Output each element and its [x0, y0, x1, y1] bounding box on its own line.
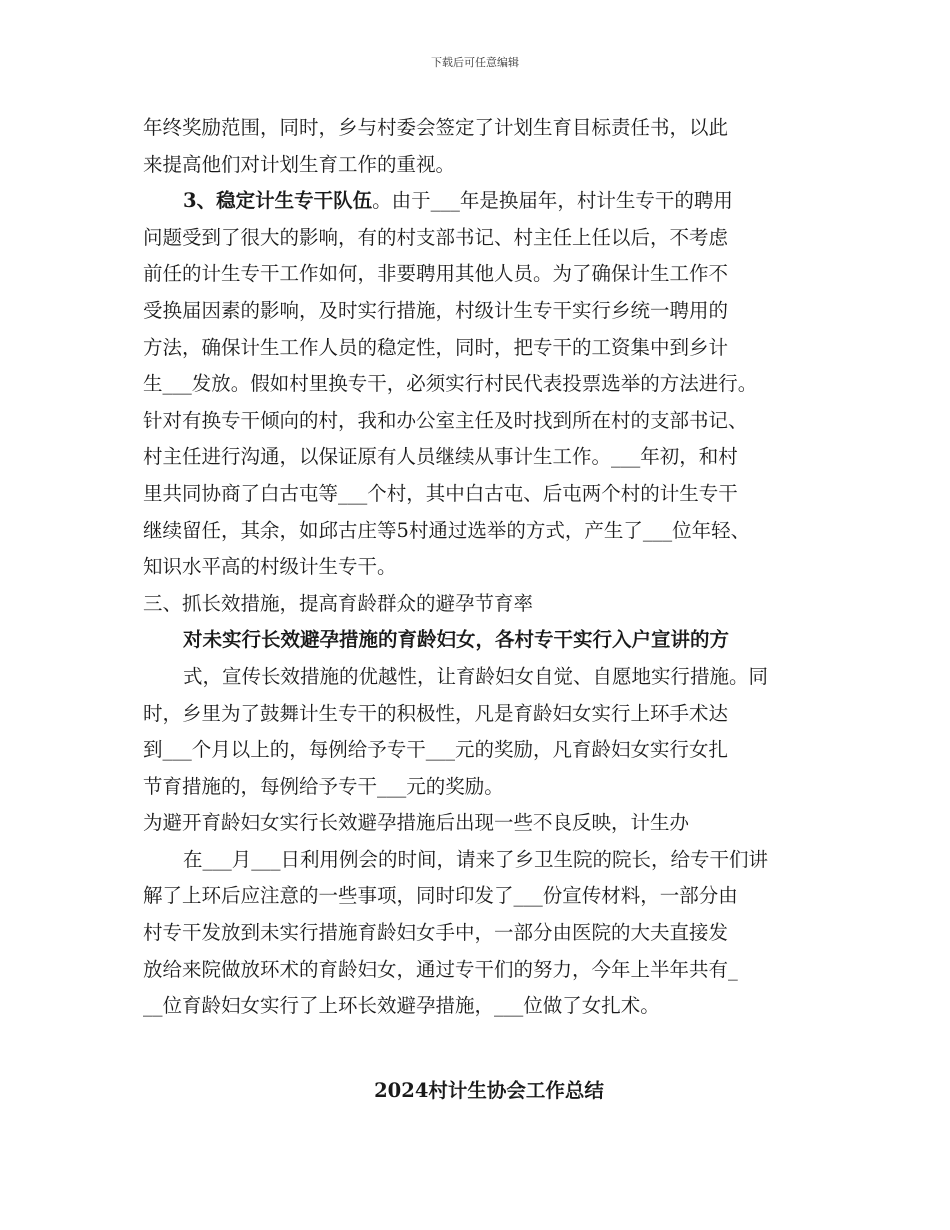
text-line: 在___月___日利用例会的时间，请来了乡卫生院的院长，给专干们讲: [183, 847, 769, 871]
text-line: 时，乡里为了鼓舞计生专干的积极性，凡是育龄妇女实行上环手术达: [143, 701, 729, 725]
text-line: 方法，确保计生工作人员的稳定性，同时，把专干的工资集中到乡计: [143, 335, 729, 359]
text-line: 继续留任，其余，如邱古庄等5村通过选举的方式，产生了___位年轻、: [143, 518, 751, 542]
document-title: 2024村计生协会工作总结: [374, 1079, 604, 1103]
text-line: 为避开育龄妇女实行长效避孕措施后出现一些不良反映，计生办: [143, 811, 690, 835]
text-line: 知识水平高的村级计生专干。: [143, 555, 397, 579]
text-line: __位育龄妇女实行了上环长效避孕措施，___位做了女扎术。: [143, 994, 660, 1018]
text-line: 三、抓长效措施，提高育龄群众的避孕节育率: [143, 591, 534, 615]
document-body: [143, 110, 823, 1109]
numbered-heading: 3、稳定计生专干队伍: [183, 189, 373, 213]
text-line: 式，宣传长效措施的优越性，让育龄妇女自觉、自愿地实行措施。同: [183, 664, 769, 688]
text-line: 前任的计生专干工作如何，非要聘用其他人员。为了确保计生工作不: [143, 262, 729, 286]
text-line: 村主任进行沟通，以保证原有人员继续从事计生工作。___年初，和村: [143, 445, 738, 469]
text-line: 生___发放。假如村里换专干，必须实行村民代表投票选举的方法进行。: [143, 372, 758, 396]
text-run: 。由于___年是换届年，村计生专干的聘用: [372, 189, 733, 213]
text-line: 到___个月以上的，每例给予专干___元的奖励，凡育龄妇女实行女扎: [143, 738, 729, 762]
text-line: 来提高他们对计划生育工作的重视。: [143, 152, 456, 176]
text-line: 解了上环后应注意的一些事项，同时印发了___份宣传材料，一部分由: [143, 884, 738, 908]
text-line: 里共同协商了白古屯等___个村，其中白古屯、后屯两个村的计生专干: [143, 481, 738, 505]
text-line: 节育措施的，每例给予专干___元的奖励。: [143, 774, 504, 798]
text-line: 针对有换专干倾向的村，我和办公室主任及时找到所在村的支部书记、: [143, 408, 748, 432]
text-line: 受换届因素的影响，及时实行措施，村级计生专干实行乡统一聘用的: [143, 298, 729, 322]
section-heading: 对未实行长效避孕措施的育龄妇女，各村专干实行入户宣讲的方: [183, 628, 730, 652]
numbered-paragraph-line: [143, 183, 823, 220]
page-header: 下载后可任意编辑: [431, 56, 519, 69]
text-line: [143, 1025, 823, 1062]
text-line: 问题受到了很大的影响，有的村支部书记、村主任上任以后，不考虑: [143, 225, 729, 249]
text-line: 村专干发放到未实行措施育龄妇女手中，一部分由医院的大夫直接发: [143, 921, 729, 945]
text-line: 放给来院做放环术的育龄妇女，通过专干们的努力，今年上半年共有_: [143, 957, 738, 981]
text-line: 年终奖励范围，同时，乡与村委会签定了计划生育目标责任书，以此: [143, 116, 729, 139]
